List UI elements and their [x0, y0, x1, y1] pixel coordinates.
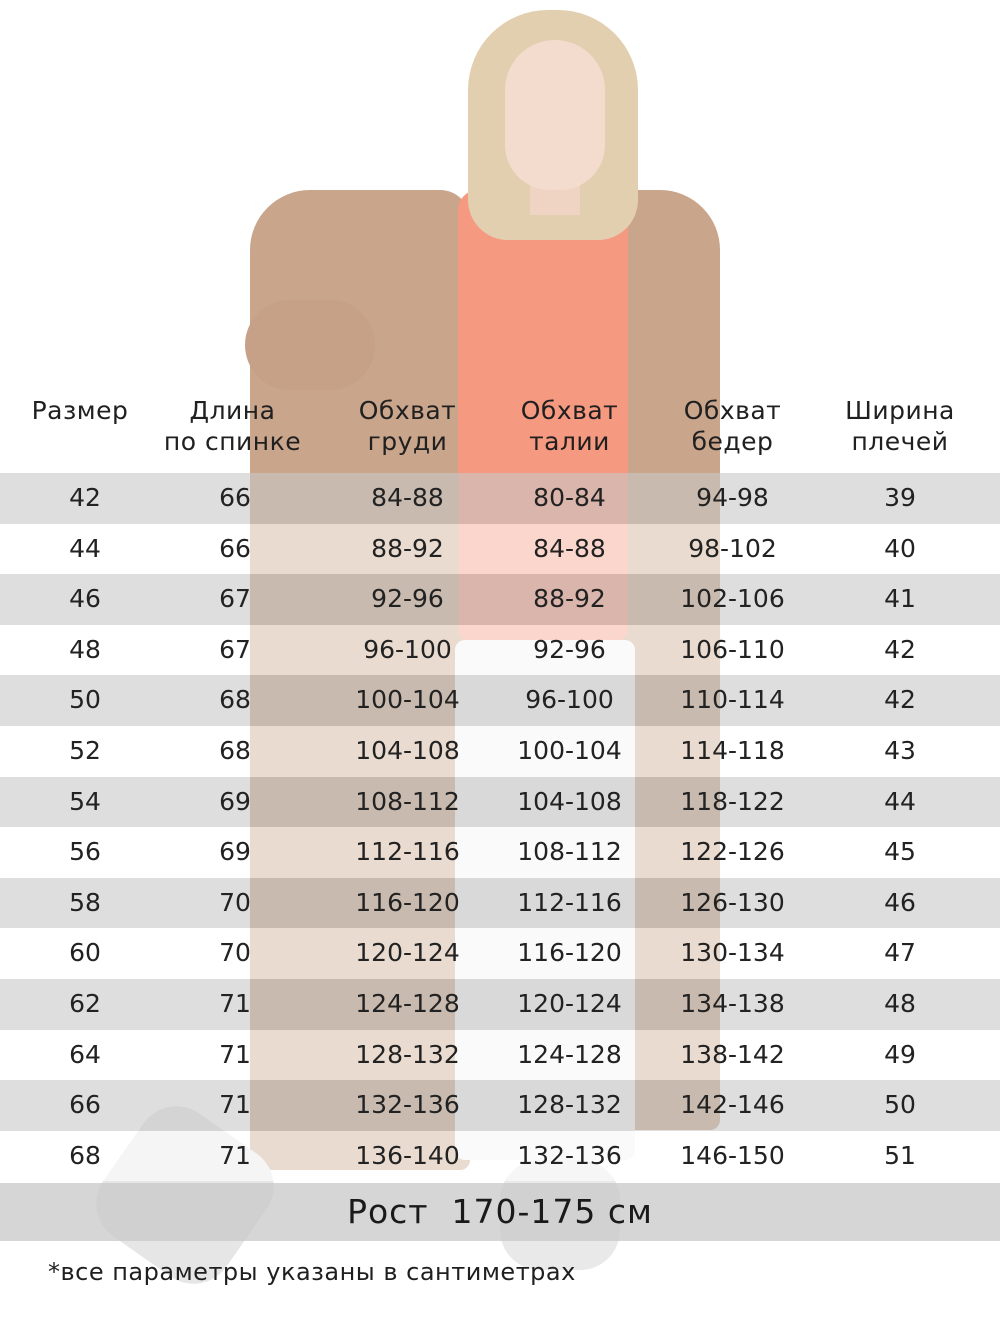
cell-size: 48 — [69, 634, 101, 664]
table-row — [0, 1131, 1000, 1182]
cell-size: 44 — [69, 533, 101, 563]
cell-waist: 128-132 — [517, 1090, 622, 1120]
cell-shoulders: 44 — [884, 786, 916, 816]
cell-waist: 88-92 — [533, 584, 606, 614]
cell-shoulders: 51 — [884, 1140, 916, 1170]
cell-hips: 130-134 — [680, 938, 785, 968]
table-row — [0, 928, 1000, 979]
cell-waist: 112-116 — [517, 887, 622, 917]
cell-shoulders: 46 — [884, 887, 916, 917]
cell-chest: 128-132 — [355, 1039, 460, 1069]
cell-chest: 116-120 — [355, 887, 460, 917]
cell-shoulders: 48 — [884, 988, 916, 1018]
cell-hips: 110-114 — [680, 685, 785, 715]
cell-back-length: 66 — [219, 533, 251, 563]
cell-size: 42 — [69, 483, 101, 512]
cell-hips: 98-102 — [688, 533, 777, 563]
table-row — [0, 878, 1000, 929]
header-hips: Обхват бедер — [683, 396, 782, 456]
table-row — [0, 473, 1000, 524]
cell-hips: 122-126 — [680, 837, 785, 867]
table-row — [0, 574, 1000, 625]
cell-hips: 134-138 — [680, 988, 785, 1018]
cell-back-length: 71 — [219, 988, 251, 1018]
cell-waist: 120-124 — [517, 988, 622, 1018]
cell-waist: 84-88 — [533, 533, 606, 563]
cell-hips: 106-110 — [680, 634, 785, 664]
cell-back-length: 68 — [219, 685, 251, 715]
cell-waist: 104-108 — [517, 786, 622, 816]
cell-chest: 120-124 — [355, 938, 460, 968]
cell-chest: 104-108 — [355, 735, 460, 765]
cell-size: 66 — [69, 1090, 101, 1120]
cell-back-length: 69 — [219, 786, 251, 816]
cell-shoulders: 42 — [884, 685, 916, 715]
cell-waist: 108-112 — [517, 837, 622, 867]
coat-sleeve — [245, 300, 375, 390]
model-height-bar — [0, 1183, 1000, 1241]
cell-size: 64 — [69, 1039, 101, 1069]
cell-shoulders: 47 — [884, 938, 916, 968]
cell-hips: 114-118 — [680, 735, 785, 765]
cell-hips: 138-142 — [680, 1039, 785, 1069]
header-size: Размер — [31, 396, 129, 425]
cell-back-length: 70 — [219, 887, 251, 917]
cell-waist: 116-120 — [517, 938, 622, 968]
cell-shoulders: 40 — [884, 533, 916, 563]
header-chest: Обхват груди — [358, 396, 457, 456]
cell-back-length: 67 — [219, 634, 251, 664]
cell-chest: 124-128 — [355, 988, 460, 1018]
cell-back-length: 66 — [219, 483, 251, 512]
table-row — [0, 524, 1000, 575]
cell-back-length: 71 — [219, 1090, 251, 1120]
cell-chest: 100-104 — [355, 685, 460, 715]
cell-shoulders: 50 — [884, 1090, 916, 1120]
table-row — [0, 726, 1000, 777]
cell-size: 68 — [69, 1140, 101, 1170]
size-table-header — [0, 395, 1000, 465]
table-row — [0, 827, 1000, 878]
cell-size: 58 — [69, 887, 101, 917]
cell-size: 60 — [69, 938, 101, 968]
cell-hips: 146-150 — [680, 1140, 785, 1170]
cell-waist: 132-136 — [517, 1140, 622, 1170]
cell-shoulders: 42 — [884, 634, 916, 664]
cell-size: 52 — [69, 735, 101, 765]
cell-back-length: 69 — [219, 837, 251, 867]
table-row — [0, 625, 1000, 676]
cell-hips: 142-146 — [680, 1090, 785, 1120]
cell-back-length: 68 — [219, 735, 251, 765]
cell-waist: 92-96 — [533, 634, 606, 664]
cell-back-length: 71 — [219, 1039, 251, 1069]
cell-waist: 80-84 — [533, 483, 606, 512]
cell-waist: 124-128 — [517, 1039, 622, 1069]
cell-back-length: 71 — [219, 1140, 251, 1170]
table-row — [0, 777, 1000, 828]
table-row — [0, 675, 1000, 726]
cell-hips: 102-106 — [680, 584, 785, 614]
cell-chest: 84-88 — [371, 483, 444, 512]
cell-chest: 112-116 — [355, 837, 460, 867]
cell-size: 50 — [69, 685, 101, 715]
table-row — [0, 1080, 1000, 1131]
cell-shoulders: 45 — [884, 837, 916, 867]
table-row — [0, 979, 1000, 1030]
cell-chest: 92-96 — [371, 584, 444, 614]
header-shoulders: Ширина плечей — [845, 396, 955, 456]
cell-back-length: 67 — [219, 584, 251, 614]
cell-chest: 96-100 — [363, 634, 452, 664]
cell-shoulders: 49 — [884, 1039, 916, 1069]
cell-hips: 118-122 — [680, 786, 785, 816]
cell-shoulders: 39 — [884, 483, 916, 512]
cell-shoulders: 43 — [884, 735, 916, 765]
footnote: *все параметры указаны в сантиметрах — [48, 1258, 576, 1286]
cell-size: 56 — [69, 837, 101, 867]
cell-size: 46 — [69, 584, 101, 614]
size-table-body — [0, 473, 1000, 1181]
header-waist: Обхват талии — [520, 396, 619, 456]
cell-chest: 108-112 — [355, 786, 460, 816]
cell-chest: 132-136 — [355, 1090, 460, 1120]
cell-waist: 100-104 — [517, 735, 622, 765]
header-back-length: Длина по спинке — [163, 396, 302, 456]
cell-waist: 96-100 — [525, 685, 614, 715]
cell-shoulders: 41 — [884, 584, 916, 614]
table-row — [0, 1030, 1000, 1081]
cell-size: 54 — [69, 786, 101, 816]
model-height-label: Рост 170-175 см — [347, 1192, 653, 1231]
cell-back-length: 70 — [219, 938, 251, 968]
cell-size: 62 — [69, 988, 101, 1018]
cell-chest: 136-140 — [355, 1140, 460, 1170]
cell-hips: 94-98 — [696, 483, 769, 512]
cell-hips: 126-130 — [680, 887, 785, 917]
face — [505, 40, 605, 190]
cell-chest: 88-92 — [371, 533, 444, 563]
